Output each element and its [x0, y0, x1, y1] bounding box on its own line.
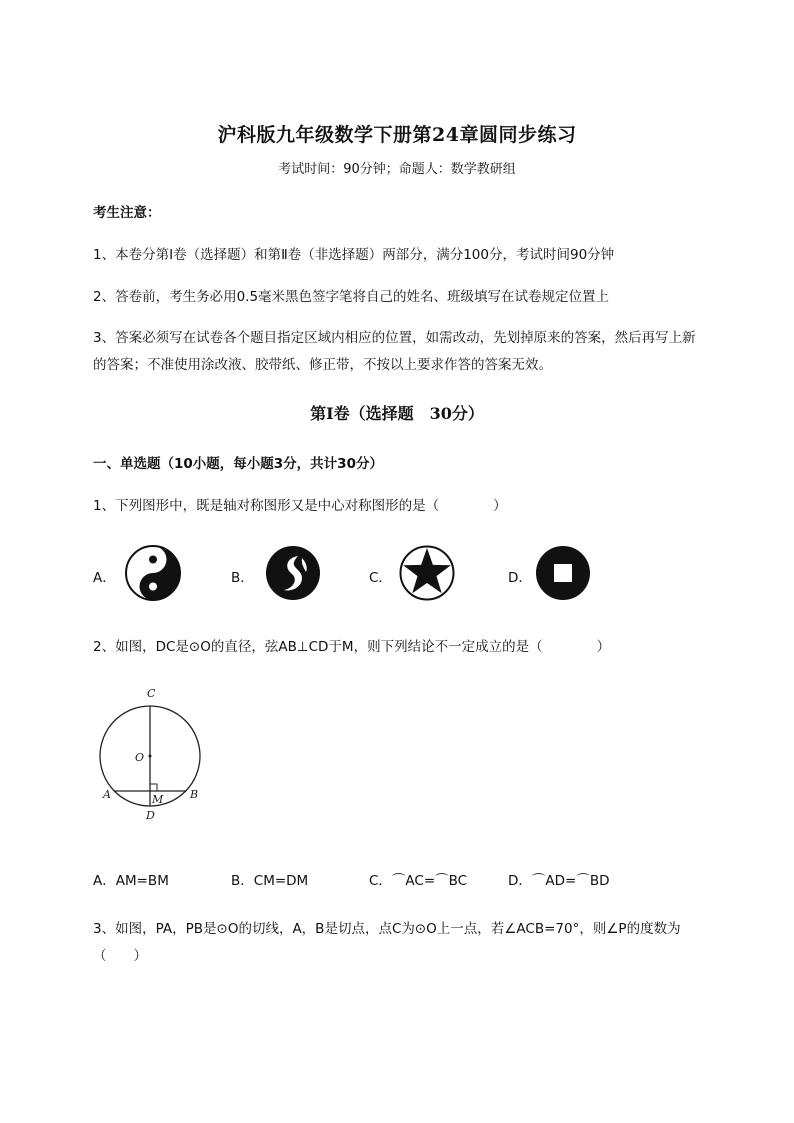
q2-option-b: B．CM=DM — [231, 873, 309, 889]
q3-stem-cont: （ ） — [93, 948, 147, 964]
notice-heading: 考生注意： — [93, 205, 161, 221]
circle-diameter-chord-figure — [92, 680, 222, 830]
q3-stem: 3、如图，PA，PB是⊙O的切线，A，B是切点，点C为⊙O上一点，若∠ACB=70°，则∠P的度数为 — [93, 921, 681, 937]
section-title: 第I卷（选择题 30分） — [310, 404, 484, 423]
part-title: 一、单选题（10小题，每小题3分，共计30分） — [93, 456, 383, 472]
label-o: O — [135, 751, 145, 764]
page-title: 沪科版九年级数学下册第24章圆同步练习 — [217, 124, 577, 146]
notice-item-3-cont: 的答案；不准使用涂改液、胶带纸、修正带，不按以上要求作答的答案无效。 — [93, 357, 552, 373]
label-d: D — [146, 809, 155, 822]
label-b: B — [190, 788, 199, 801]
q1-option-b-label: B． — [231, 570, 254, 586]
q2-option-c: C．⌒AC=⌒BC — [369, 873, 468, 889]
q2-option-a: A．AM=BM — [93, 873, 169, 889]
swirl-emblem-icon — [264, 544, 322, 602]
label-a: A — [103, 788, 111, 801]
label-c: C — [147, 687, 156, 700]
exam-info: 考试时间：90分钟；命题人：数学教研组 — [278, 162, 516, 177]
q1-option-d-label: D． — [508, 570, 532, 586]
q1-option-a-label: A． — [93, 570, 116, 586]
star-in-circle-icon — [398, 544, 456, 602]
notice-item-1: 1、本卷分第I卷（选择题）和第Ⅱ卷（非选择题）两部分，满分100分，考试时间90分钟 — [93, 247, 615, 263]
q2-stem: 2、如图，DC是⊙O的直径，弦AB⊥CD于M，则下列结论不一定成立的是（ ） — [93, 639, 611, 655]
notice-item-3: 3、答案必须写在试卷各个题目指定区域内相应的位置，如需改动，先划掉原来的答案，然后再写上新 — [93, 330, 696, 346]
coin-square-hole-icon — [534, 544, 592, 602]
q2-option-d: D．⌒AD=⌒BD — [508, 873, 610, 889]
yin-yang-icon — [124, 544, 182, 602]
q1-option-c-label: C． — [369, 570, 392, 586]
q1-stem: 1、下列图形中，既是轴对称图形又是中心对称图形的是（ ） — [93, 498, 507, 514]
label-m: M — [152, 793, 164, 806]
notice-item-2: 2、答卷前，考生务必用0.5毫米黑色签字笔将自己的姓名、班级填写在试卷规定位置上 — [93, 289, 610, 305]
